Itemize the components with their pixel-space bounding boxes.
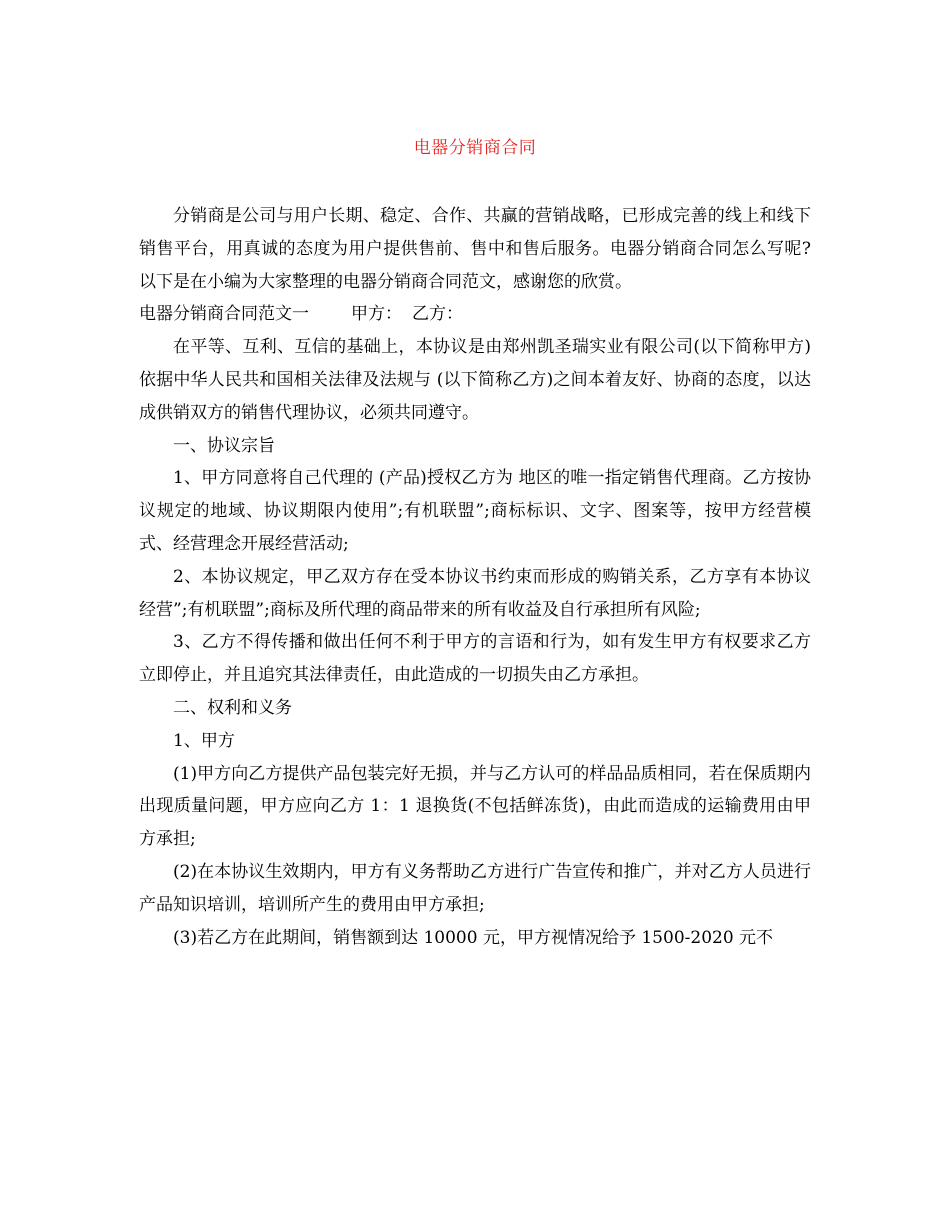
document-title: 电器分销商合同	[413, 138, 537, 158]
section2-item1: (1)甲方向乙方提供产品包装完好无损，并与乙方认可的样品品质相同，若在保质期内出现质量问题，甲方应向乙方 1：1 退换货(不包括鲜冻货)，由此而造成的运输费用由甲方承担;	[139, 763, 811, 850]
party-a-label: 甲方：	[351, 304, 402, 325]
section1-item3: 3、乙方不得传播和做出任何不利于甲方的言语和行为，如有发生甲方有权要求乙方立即停止，并且追究其法律责任，由此造成的一切损失由乙方承担。	[139, 632, 811, 686]
sample-heading: 电器分销商合同范文一	[139, 304, 309, 325]
party-b-label: 乙方：	[412, 304, 463, 325]
intro-paragraph: 分销商是公司与用户长期、稳定、合作、共赢的营销战略，已形成完善的线上和线下销售平台，用真诚的态度为用户提供售前、售中和售后服务。电器分销商合同怎么写呢?以下是在小编为大家整理的电器分销商合同范文，感谢您的欣赏。	[139, 206, 811, 292]
document-body	[139, 200, 811, 954]
section1-item2: 2、本协议规定，甲乙双方存在受本协议书约束而形成的购销关系，乙方享有本协议经营”;有机联盟”;商标及所代理的商品带来的所有收益及自行承担所有风险;	[139, 566, 811, 620]
sample-heading-line	[139, 298, 811, 331]
section2-heading: 二、权利和义务	[173, 697, 292, 718]
section2-item3: (3)若乙方在此期间，销售额到达 10000 元，甲方视情况给予 1500-2020 元不	[173, 927, 774, 948]
preamble-paragraph: 在平等、互利、互信的基础上，本协议是由郑州凯圣瑞实业有限公司(以下简称甲方)依据中华人民共和国相关法律及法规与 (以下简称乙方)之间本着友好、协商的态度，以达成供销双方的销售代理协议，必须共同遵守。	[139, 337, 811, 423]
section1-heading: 一、协议宗旨	[173, 435, 275, 456]
section2-item2: (2)在本协议生效期内，甲方有义务帮助乙方进行广告宣传和推广，并对乙方人员进行产品知识培训，培训所产生的费用由甲方承担;	[139, 861, 811, 915]
section1-item1: 1、甲方同意将自己代理的 (产品)授权乙方为 地区的唯一指定销售代理商。乙方按协议规定的地域、协议期限内使用”;有机联盟”;商标标识、文字、图案等，按甲方经营模式、经营理念开展经营活动;	[139, 468, 811, 554]
section2-sub1: 1、甲方	[173, 730, 235, 751]
